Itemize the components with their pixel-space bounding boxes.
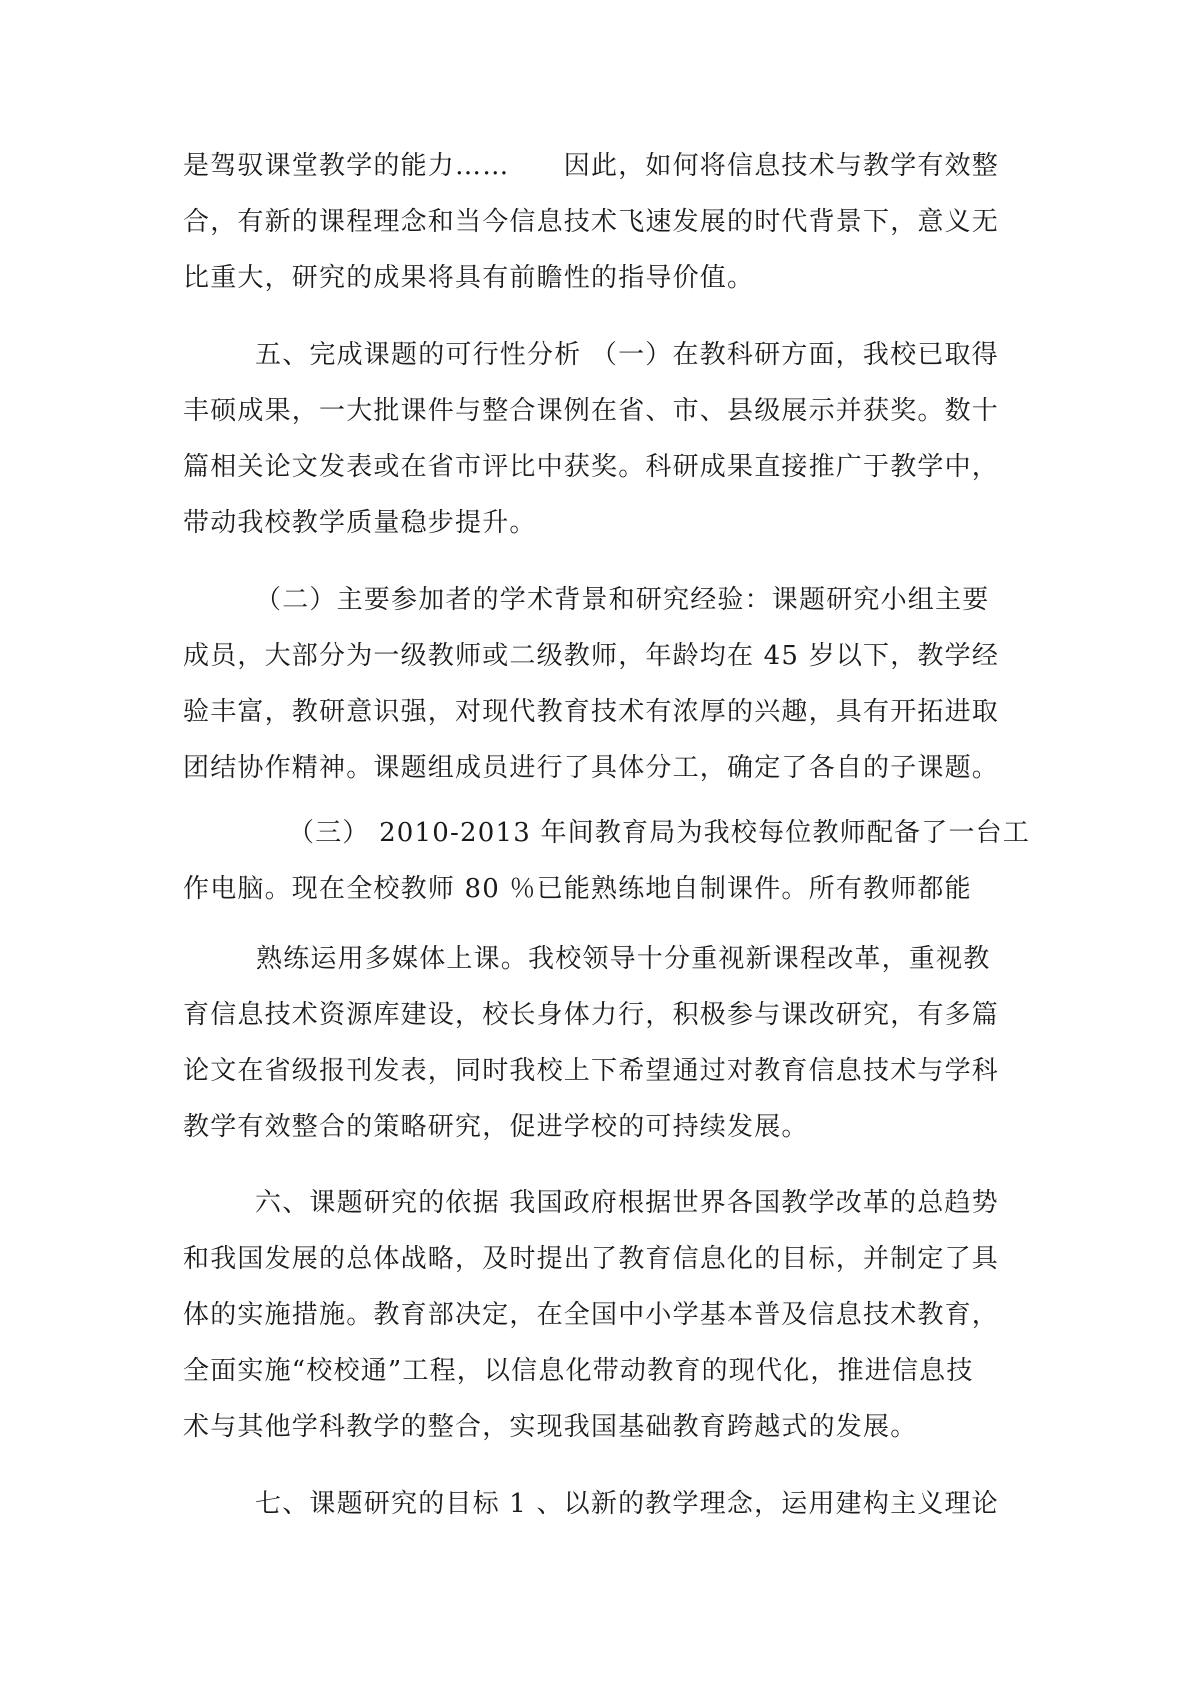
paragraph-line: 和我国发展的总体战略，及时提出了教育信息化的目标，并制定了具 (183, 1244, 1000, 1274)
paragraph-line: 比重大，研究的成果将具有前瞻性的指导价值。 (183, 263, 755, 293)
paragraph-line: 育信息技术资源库建设，校长身体力行，积极参与课改研究，有多篇 (183, 1000, 1000, 1030)
section-heading-line: 六、课题研究的依据 我国政府根据世界各国教学改革的总趋势 (255, 1188, 999, 1218)
paragraph-line: 论文在省级报刊发表，同时我校上下希望通过对教育信息技术与学科 (183, 1056, 1000, 1086)
paragraph-line: 是驾驭课堂教学的能力…… 因此，如何将信息技术与教学有效整 (183, 151, 1000, 181)
paragraph-line: 篇相关论文发表或在省市评比中获奖。科研成果直接推广于教学中， (183, 452, 1000, 482)
paragraph-line: 团结协作精神。课题组成员进行了具体分工，确定了各自的子课题。 (183, 753, 1000, 783)
paragraph-line: 熟练运用多媒体上课。我校领导十分重视新课程改革，重视教 (256, 944, 991, 974)
paragraph-line: 带动我校教学质量稳步提升。 (183, 508, 537, 538)
paragraph-line: 术与其他学科教学的整合，实现我国基础教育跨越式的发展。 (183, 1412, 918, 1442)
paragraph-line: 教学有效整合的策略研究，促进学校的可持续发展。 (183, 1112, 809, 1142)
paragraph-line: 丰硕成果，一大批课件与整合课例在省、市、县级展示并获奖。数十 (183, 396, 1000, 426)
paragraph-line: 成员，大部分为一级教师或二级教师，年龄均在 45 岁以下，教学经 (183, 641, 1000, 671)
paragraph-line: 作电脑。现在全校教师 80 ％已能熟练地自制课件。所有教师都能 (183, 874, 972, 904)
section-heading-line: 五、完成课题的可行性分析 （一）在教科研方面，我校已取得 (255, 340, 999, 370)
paragraph-line: 体的实施措施。教育部决定，在全国中小学基本普及信息技术教育， (183, 1300, 1000, 1330)
paragraph-line: 全面实施“校校通”工程，以信息化带动教育的现代化，推进信息技 (183, 1356, 974, 1386)
paragraph-line: 验丰富，教研意识强，对现代教育技术有浓厚的兴趣，具有开拓进取 (183, 697, 1000, 727)
section-heading-line: 七、课题研究的目标 1 、以新的教学理念，运用建构主义理论 (255, 1489, 999, 1519)
paragraph-line: 合，有新的课程理念和当今信息技术飞速发展的时代背景下，意义无 (183, 207, 1000, 237)
paragraph-line: （二）主要参加者的学术背景和研究经验：课题研究小组主要 (255, 585, 990, 615)
paragraph-line: （三） 2010-2013 年间教育局为我校每位教师配备了一台工 (288, 818, 1031, 848)
